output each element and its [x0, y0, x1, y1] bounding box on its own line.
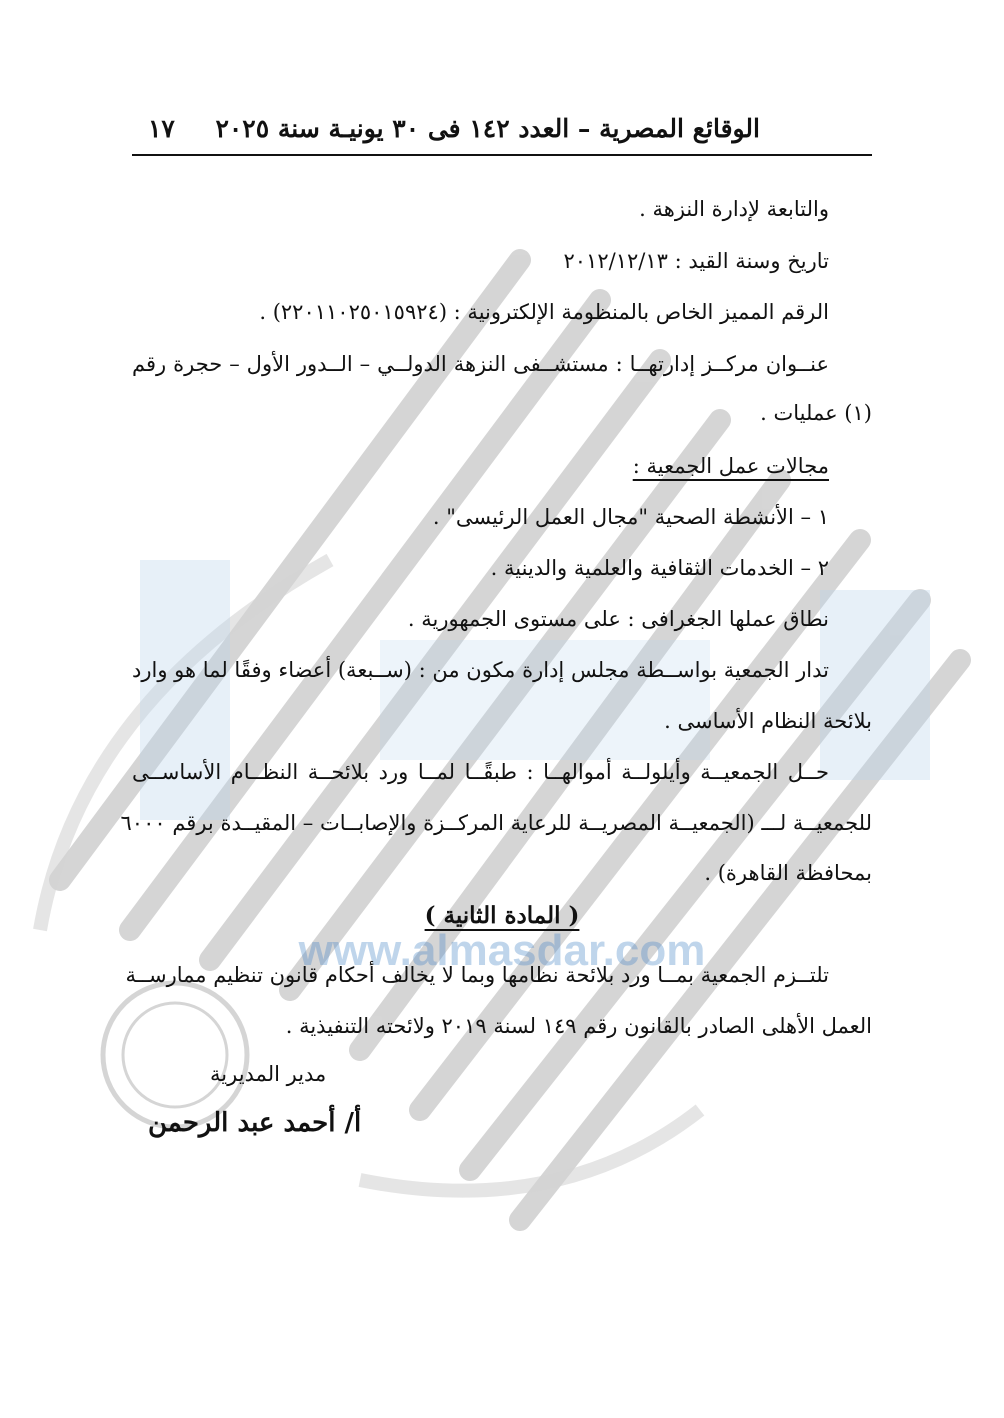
article-title: ( المادة الثانية ): [424, 902, 580, 929]
signature-name: أ/ أحمد عبد الرحمن: [148, 1108, 362, 1138]
field-item-1: ١ – الأنشطة الصحية "مجال العمل الرئيسى" .: [432, 505, 829, 529]
electronic-number: الرقم المميز الخاص بالمنظومة الإلكترونية : (٢٢٠١١٠٢٥٠١٥٩٢٤) .: [259, 300, 829, 324]
dissolution-line-1: حــل الجمعيــة وأيلولــة أموالهــا : طبقًــا لمــا ورد بلائحــة النظــام الأساســى: [132, 760, 829, 784]
dissolution-line-3: بمحافظة القاهرة) .: [704, 861, 872, 885]
address-line-2: (١) عمليات .: [760, 401, 872, 425]
dissolution-line-2: للجمعيــة لـــ (الجمعيــة المصريــة للرعاية المركــزة والإصابــات – المقيــدة برقم ٦٠٠٠: [120, 811, 872, 835]
address-line-1: عنــوان مركــز إدارتهــا : مستشــفى النزهة الدولــي – الــدور الأول – حجرة رقم: [132, 352, 829, 376]
page-header: [132, 108, 872, 156]
fields-heading: مجالات عمل الجمعية :: [632, 454, 829, 478]
registration-date: تاريخ وسنة القيد : ٢٠١٢/١٢/١٣: [563, 249, 829, 273]
board-line-1: تدار الجمعية بواســطة مجلس إدارة مكون من : (ســبعة) أعضاء وفقًا لما هو وارد: [132, 658, 829, 682]
signature-title: مدير المديرية: [210, 1062, 327, 1086]
header-title: الوقائع المصرية – العدد ١٤٢ فى ٣٠ يونيـة سنة ٢٠٢٥: [215, 114, 760, 143]
article-line-2: العمل الأهلى الصادر بالقانون رقم ١٤٩ لسنة ٢٠١٩ ولائحته التنفيذية .: [285, 1014, 872, 1038]
article-line-1: تلتــزم الجمعية بمــا ورد بلائحة نظامها وبما لا يخالف أحكام قانون تنظيم ممارســة: [125, 963, 829, 987]
field-item-2: ٢ – الخدمات الثقافية والعلمية والدينية .: [490, 556, 829, 580]
geographic-scope: نطاق عملها الجغرافى : على مستوى الجمهورية .: [407, 607, 829, 631]
watermark-url: www.almasdar.com: [298, 926, 706, 975]
page-number: ١٧: [148, 114, 175, 143]
text-line-1: والتابعة لإدارة النزهة .: [639, 197, 829, 221]
board-line-2: بلائحة النظام الأساسى .: [664, 709, 872, 733]
